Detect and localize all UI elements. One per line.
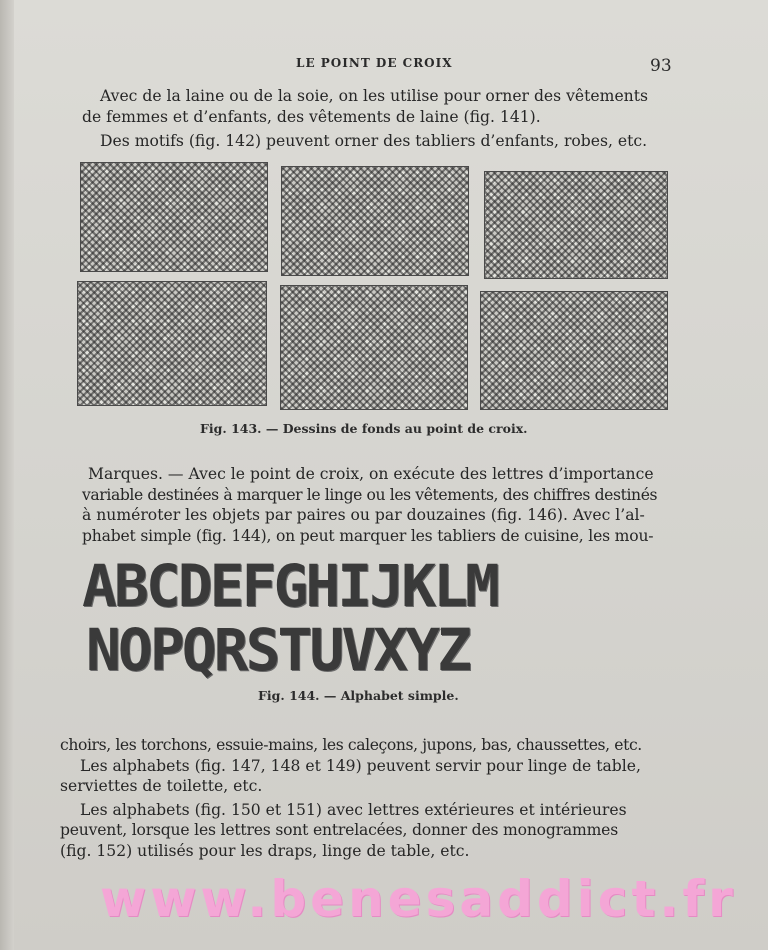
text-line: peuvent, lorsque les lettres sont entrelacées, donner des monogrammes <box>60 821 618 839</box>
pattern-swatch <box>80 162 268 272</box>
paragraph-1 <box>82 86 672 152</box>
text-line: choirs, les torchons, essuie-mains, les caleçons, jupons, bas, chaussettes, etc. <box>60 736 642 754</box>
text-line: Avec de la laine ou de la soie, on les utilise pour orner des vêtements <box>100 87 648 105</box>
alphabet-row-2: NOPQRSTUVXYZ <box>86 616 470 684</box>
figure-143-caption: Fig. 143. — Dessins de fonds au point de croix. <box>200 421 528 436</box>
figure-144-caption: Fig. 144. — Alphabet simple. <box>258 688 459 703</box>
paragraph-3 <box>60 735 672 861</box>
watermark: www.benesaddict.fr <box>100 870 737 928</box>
page-number: 93 <box>650 56 672 76</box>
paragraph-2 <box>82 464 672 546</box>
running-header: LE POINT DE CROIX <box>296 56 453 70</box>
text-line: à numéroter les objets par paires ou par douzaines (fig. 146). Avec l’al- <box>82 506 645 524</box>
book-spine-shadow <box>0 0 14 950</box>
pattern-swatch <box>280 285 468 410</box>
text-line: Des motifs (fig. 142) peuvent orner des tabliers d’enfants, robes, etc. <box>100 132 648 150</box>
pattern-swatch <box>281 166 469 276</box>
text-line: (fig. 152) utilisés pour les draps, linge de table, etc. <box>60 841 470 860</box>
pattern-swatch <box>77 281 267 406</box>
text-line: serviettes de toilette, etc. <box>60 777 263 795</box>
alphabet-row-1: ABCDEFGHIJKLM <box>82 552 497 620</box>
pattern-swatch <box>484 171 668 279</box>
text-line: Marques. — Avec le point de croix, on exécute des lettres d’importance <box>88 465 654 483</box>
text-line: Les alphabets (fig. 150 et 151) avec lettres extérieures et intérieures <box>80 800 627 819</box>
pattern-swatch <box>480 291 668 410</box>
text-line: phabet simple (fig. 144), on peut marquer les tabliers de cuisine, les mou- <box>82 526 654 545</box>
text-line: Les alphabets (fig. 147, 148 et 149) peuvent servir pour linge de table, <box>80 756 641 775</box>
text-line: de femmes et d’enfants, des vêtements de laine (fig. 141). <box>82 107 541 126</box>
text-line: variable destinées à marquer le linge ou les vêtements, des chiffres destinés <box>82 485 658 504</box>
